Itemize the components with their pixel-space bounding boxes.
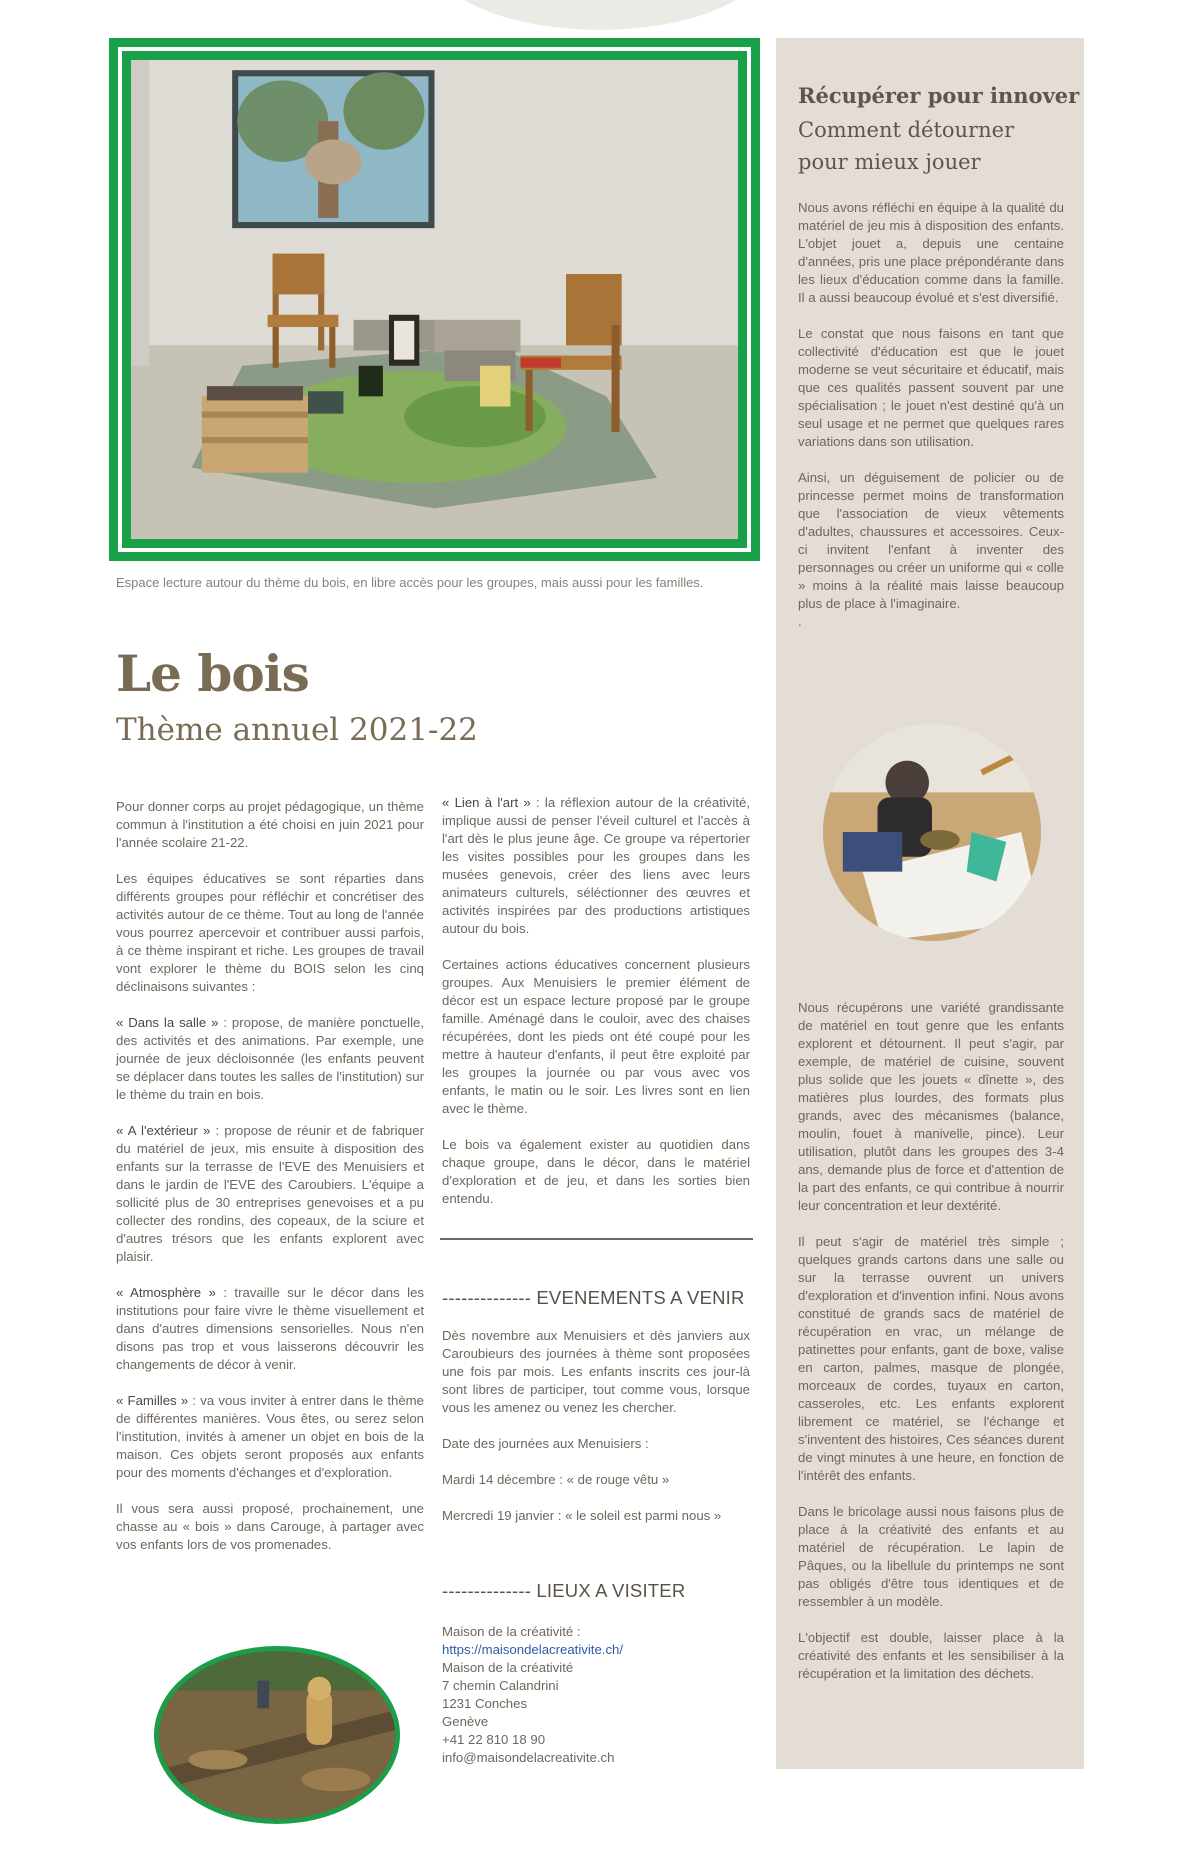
term-label: « Dans la salle »	[116, 1015, 219, 1030]
paragraph: « A l'extérieur » : propose de réunir et de fabriquer du matériel de jeux, mis ensuite à disposition des enfants sur la terrasse de l'EVE des Menuisiers et dans le jardin de l'EVE des Caroubiers. L'équipe a sollicité plus de 30 entreprises genevoises et a pu collecter des rondins, des copeaux, de la sciure et d'autres trésors que les enfants explorent avec plaisir.	[116, 1123, 424, 1264]
paragraph: Ainsi, un déguisement de policier ou de princesse permet moins de transformation que l'association de vieux vêtements d'adultes, chaussures et accessoires. Ceux-ci invitent l'enfant à inventer des personnages ou créer un uniforme qui « colle » moins à la réalité mais laisse beaucoup plus de place à l'imaginaire.	[798, 470, 1064, 611]
child-crafting-photo	[823, 723, 1041, 941]
sidebar-text-bottom	[798, 999, 1064, 1701]
paragraph: Il vous sera aussi proposé, prochainement, une chasse au « bois » dans Carouge, à partager avec vos enfants lors de vos promenades.	[116, 1501, 424, 1552]
term-label: « Familles »	[116, 1393, 189, 1408]
paragraph: Dans le bricolage aussi nous faisons plus de place à la créativité des enfants et au matériel de récupération. Le lapin de Pâques, ou la libellule du printemps ne sont pas obligés d'être tous identiques et de ressembler à un modèle.	[798, 1504, 1064, 1609]
events-heading: -------------- EVENEMENTS A VENIR	[442, 1287, 745, 1308]
page-title: Le bois	[116, 644, 309, 703]
contact-line: Maison de la créativité :	[442, 1624, 581, 1639]
photo-caption: Espace lecture autour du thème du bois, en libre accès pour les groupes, mais aussi pour les familles.	[116, 575, 704, 590]
contact-line: 1231 Conches	[442, 1696, 528, 1711]
visits-contact	[442, 1623, 750, 1767]
contact-line: 7 chemin Calandrini	[442, 1678, 559, 1693]
paragraph: « Lien à l'art » : la réflexion autour de la créativité, implique aussi de penser l'éveil culturel et l'accès à l'art dès le plus jeune âge. Ce groupe va répertorier les visites possibles pour les groupes dans les musées genevois, créer des liens avec leurs animateurs culturels, séléctionner des œuvres et activités inspirées par des productions artistiques autour du bois.	[442, 795, 750, 936]
paragraph: Certaines actions éducatives concernent plusieurs groupes. Aux Menuisiers le premier élément de décor est un espace lecture proposé par le groupe famille. Aménagé dans le couloir, avec des chaises récupérées, dont les pieds ont été coupé pour les mettre à hauteur d'enfants, il peut être exploité par les groupes la journée ou par vous avec vos enfants, le matin ou le soir. Les livres sont en lien avec le thème.	[442, 957, 750, 1116]
section-divider	[440, 1238, 753, 1240]
paragraph: Mercredi 19 janvier : « le soleil est parmi nous »	[442, 1508, 722, 1523]
events-section	[442, 1327, 750, 1543]
paragraph: Le constat que nous faisons en tant que collectivité d'éducation est que le jouet moderne se veut sécuritaire et éducatif, mais que ces qualités passent souvent par une spécialisation ; le jouet n'est destiné qu'à un seul usage et ne permet que quelques rares variations dans son utilisation.	[798, 326, 1064, 449]
paragraph: Le bois va également exister au quotidien dans chaque groupe, dans le décor, dans le matériel d'exploration et de jeu, et dans les sorties bien entendu.	[442, 1137, 750, 1206]
contact-line: Maison de la créativité	[442, 1660, 574, 1675]
paragraph: Nous avons réfléchi en équipe à la qualité du matériel de jeu mis à disposition des enfants. L'objet jouet a, depuis une centaine d'années, pris une place prépondérante dans les lieux d'éducation comme dans la famille. Il a aussi beaucoup évolué et s'est diversifié.	[798, 200, 1064, 305]
paragraph: « Familles » : va vous inviter à entrer dans le thème de différentes manières. Vous êtes, ou serez selon l'institution, invités à amener un objet en bois de la maison. Ces objets seront proposés aux enfants pour des moments d'échanges et d'exploration.	[116, 1393, 424, 1480]
decorative-arc	[430, 0, 770, 30]
sidebar-text-top	[798, 199, 1064, 649]
paragraph: « Dans la salle » : propose, de manière ponctuelle, des activités et des animations. Par exemple, une journée de jeux décloisonnée (les enfants peuvent se déplacer dans toutes les salles de l'institution) sur le thème du train en bois.	[116, 1015, 425, 1102]
visits-heading: -------------- LIEUX A VISITER	[442, 1580, 686, 1601]
phone-number: +41 22 810 18 90	[442, 1732, 546, 1747]
website-link[interactable]: https://maisondelacreativite.ch/	[442, 1642, 624, 1657]
children-forest-photo	[154, 1646, 400, 1824]
paragraph: Date des journées aux Menuisiers :	[442, 1436, 649, 1451]
term-label: « Lien à l'art »	[442, 795, 531, 810]
paragraph: .	[798, 614, 802, 629]
paragraph: Nous récupérons une variété grandissante de matériel en tout genre que les enfants explorent et détournent. Il peut s'agir, par exemple, de matériel de cuisine, souvent plus solide que les jouets « dînette », des matières plus lourdes, des formats plus grands, avec des mécanismes (balance, moulin, fouet à manivelle, pince). Leur utilisation, plutôt dans les groupes des 3-4 ans, demande plus de force et d'attention de la part des enfants, ce qui contribue à nourrir leur concentration et leur dextérité.	[798, 1000, 1064, 1213]
term-label: « Atmosphère »	[116, 1285, 216, 1300]
paragraph: Dès novembre aux Menuisiers et dès janviers aux Caroubieurs des journées à thème sont proposées une fois par mois. Les enfants inscrits ces jour-là sont libres de participer, tout comme vous, lorsque vous les amenez ou venez les chercher.	[442, 1328, 750, 1415]
contact-line: Genève	[442, 1714, 489, 1729]
sidebar-heading: Récupérer pour innover	[798, 83, 1080, 108]
sidebar-subheading: Comment détourner pour mieux jouer	[798, 118, 1015, 174]
term-label: « A l'extérieur »	[116, 1123, 211, 1138]
paragraph: L'objectif est double, laisser place à la créativité des enfants et les sensibiliser à la récupération et la limitation des déchets.	[798, 1630, 1064, 1681]
reading-corner-illustration	[131, 60, 738, 539]
paragraph: Les équipes éducatives se sont réparties dans différents groupes pour réfléchir et concrétiser des activités autour de ce thème. Tout au long de l'année vous pourrez apercevoir et contribuer aussi parfois, à ce thème inspirant et riche. Les groupes de travail vont explorer le thème du BOIS selon les cinq déclinaisons suivantes :	[116, 871, 424, 994]
paragraph: Pour donner corps au projet pédagogique, un thème commun à l'institution a été choisi en juin 2021 pour l'année scolaire 21-22.	[116, 799, 424, 850]
email-link[interactable]: info@maisondelacreativite.ch	[442, 1750, 615, 1765]
reading-corner-photo	[131, 60, 738, 539]
paragraph: « Atmosphère » : travaille sur le décor dans les institutions pour faire vivre le thème visuellement et dans d'autres dimensions sensorielles. Nous n'en disons pas trop et vous laisserons découvrir les changements de décor à venir.	[116, 1285, 424, 1372]
page-subtitle: Thème annuel 2021-22	[116, 712, 478, 748]
paragraph: Mardi 14 décembre : « de rouge vêtu »	[442, 1472, 670, 1487]
paragraph: Il peut s'agir de matériel très simple ; quelques grands cartons dans une salle ou sur la terrasse ouvrent un univers d'exploration et d'invention infini. Nous avons constitué de grands sacs de matériel de récupération en vrac, un mélange de patinettes pour enfants, gant de boxe, valise en carton, palmes, masque de plongée, morceaux de cordes, tuyaux en carton, casseroles, etc. Les enfants explorent librement ce matériel, se l'échange et s'inventent des histoires, Ces séances durent de vingt minutes à une heure, en fonction de l'intérêt des enfants.	[798, 1234, 1064, 1483]
middle-article-column	[442, 794, 750, 1226]
reading-corner-photo-frame	[109, 38, 760, 561]
left-article-column	[116, 798, 424, 1572]
